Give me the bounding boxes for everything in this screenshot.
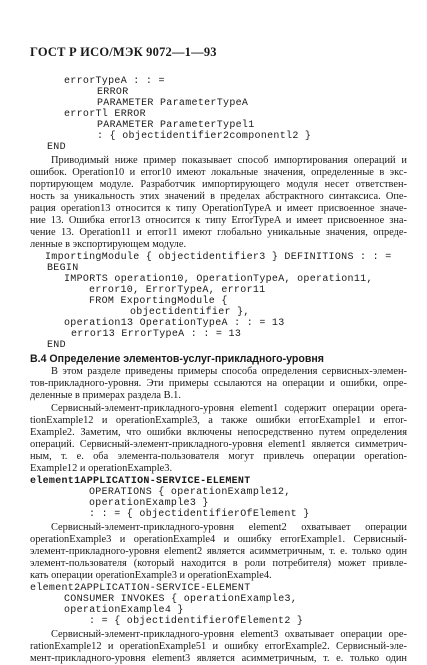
text-line: рация operation13 относится к типу OperationTypeA и имеет присвоенное значе- (30, 203, 407, 214)
text-line: error10, ErrorTypeA, error11 (89, 285, 266, 296)
text-line: мент-прикладного-уровня element3 является асимметричным, т. е. только один (30, 653, 407, 664)
text-line: элемент-пользователя (который находится в роли потребителя) может привле- (30, 558, 407, 569)
text-line: objectidentifier }, (130, 307, 250, 318)
text-line: tionExample12 и operationExample3, а также ошибки errorExample1 и error- (30, 415, 407, 426)
text-line: : : = { objectidentifierOfElement } (89, 509, 310, 520)
text-line: operationExample4 } (64, 605, 184, 616)
text-line: OPERATIONS { operationExample12, (89, 487, 291, 498)
text-line: errorTl ERROR (64, 109, 146, 120)
text-line: ERROR (97, 87, 129, 98)
text-line: CONSUMER INVOKES { operationExample3, (64, 594, 298, 605)
text-line: операций. Сервисный-элемент-прикладного-уровня element1 является симметрич- (30, 439, 407, 450)
text-line: Example12 и operationExample3. (30, 463, 173, 474)
text-line: operationExample3 и operationExample4 и ошибку errorExample1. Сервисный- (30, 534, 407, 545)
text-line: деленные в примерах раздела В.1. (30, 390, 181, 401)
text-line: Приводимый ниже пример показывает способ импортирования операций и (51, 155, 407, 166)
text-line: rationExample12 и operationExample51 и ошибку errorExample2. Сервисный-эле- (30, 641, 407, 652)
text-line: END (47, 142, 66, 153)
text-line: element1APPLICATION-SERVICE-ELEMENT (30, 476, 251, 487)
text-line: ленные в экспортирующем модуле. (30, 239, 187, 250)
text-line: ным, т. е. оба элемента-пользователя могут привлечь операции operation- (30, 451, 407, 462)
text-line: ошибок. Operation10 и error10 имеют локальные значения, определенные в экс- (30, 167, 407, 178)
text-line: IMPORTS operation10, OperationTypeA, operation11, (64, 274, 373, 285)
text-line: element2APPLICATION-SERVICE-ELEMENT (30, 583, 251, 594)
text-line: ность за уникальность этих значений в пределах абстрактного синтаксиса. Опе- (30, 191, 407, 202)
text-line: Example2. Заметим, что ошибки включены непосредственно путем определения (30, 427, 407, 438)
text-line: END (47, 340, 66, 351)
text-line: PARAMETER ParameterTypel1 (97, 120, 255, 131)
text-line: FROM ExportingModule { (89, 296, 228, 307)
text-line: errorTypeA : : = (64, 76, 165, 87)
text-line: элемент-прикладного-уровня element2 является асимметричным, т. е. только один (30, 546, 407, 557)
text-line: В.4 Определение элементов-услуг-прикладного-уровня (30, 353, 324, 365)
text-line: operation13 OperationTypeA : : = 13 (64, 318, 285, 329)
text-line: Сервисный-элемент-прикладного-уровня element1 содержит операции opera- (51, 403, 407, 414)
text-line: : = { objectidentifierOfElement2 } (89, 616, 304, 627)
text-line: error13 ErrorTypeA : : = 13 (71, 329, 242, 340)
text-line: PARAMETER ParameterTypeA (97, 98, 249, 109)
text-line: : { objectidentifier2componentl2 } (97, 131, 312, 142)
text-line: Сервисный-элемент-прикладного-уровня element2 охватывает операции (51, 522, 407, 533)
text-line: ние 13. Ошибка error13 относится к типу ErrorTypeA и имеет присвоенное зна- (30, 215, 407, 226)
text-line: operationExample3 } (89, 498, 209, 509)
text-line: Сервисный-элемент-прикладного-уровня element3 охватывает операции ope- (51, 629, 407, 640)
page-header: ГОСТ Р ИСО/МЭК 9072—1—93 (30, 45, 217, 59)
text-line: кать операции operationExample3 и operationExample4. (30, 570, 272, 581)
text-line: тов-прикладного-уровня. Эти примеры ссылаются на операции и ошибки, опре- (30, 378, 407, 389)
text-line: ImportingModule { objectidentifier3 } DEFINITIONS : : = (45, 252, 392, 263)
text-line: BEGIN (47, 263, 79, 274)
text-line: чение 13. Operation11 и error11 имеют глобально уникальные значения, опреде- (30, 227, 407, 238)
text-line: портирующем модуле. Разработчик импортирующего модуля несет ответствен- (30, 179, 407, 190)
text-line: В этом разделе приведены примеры способа определения сервисных-элемен- (51, 366, 407, 377)
